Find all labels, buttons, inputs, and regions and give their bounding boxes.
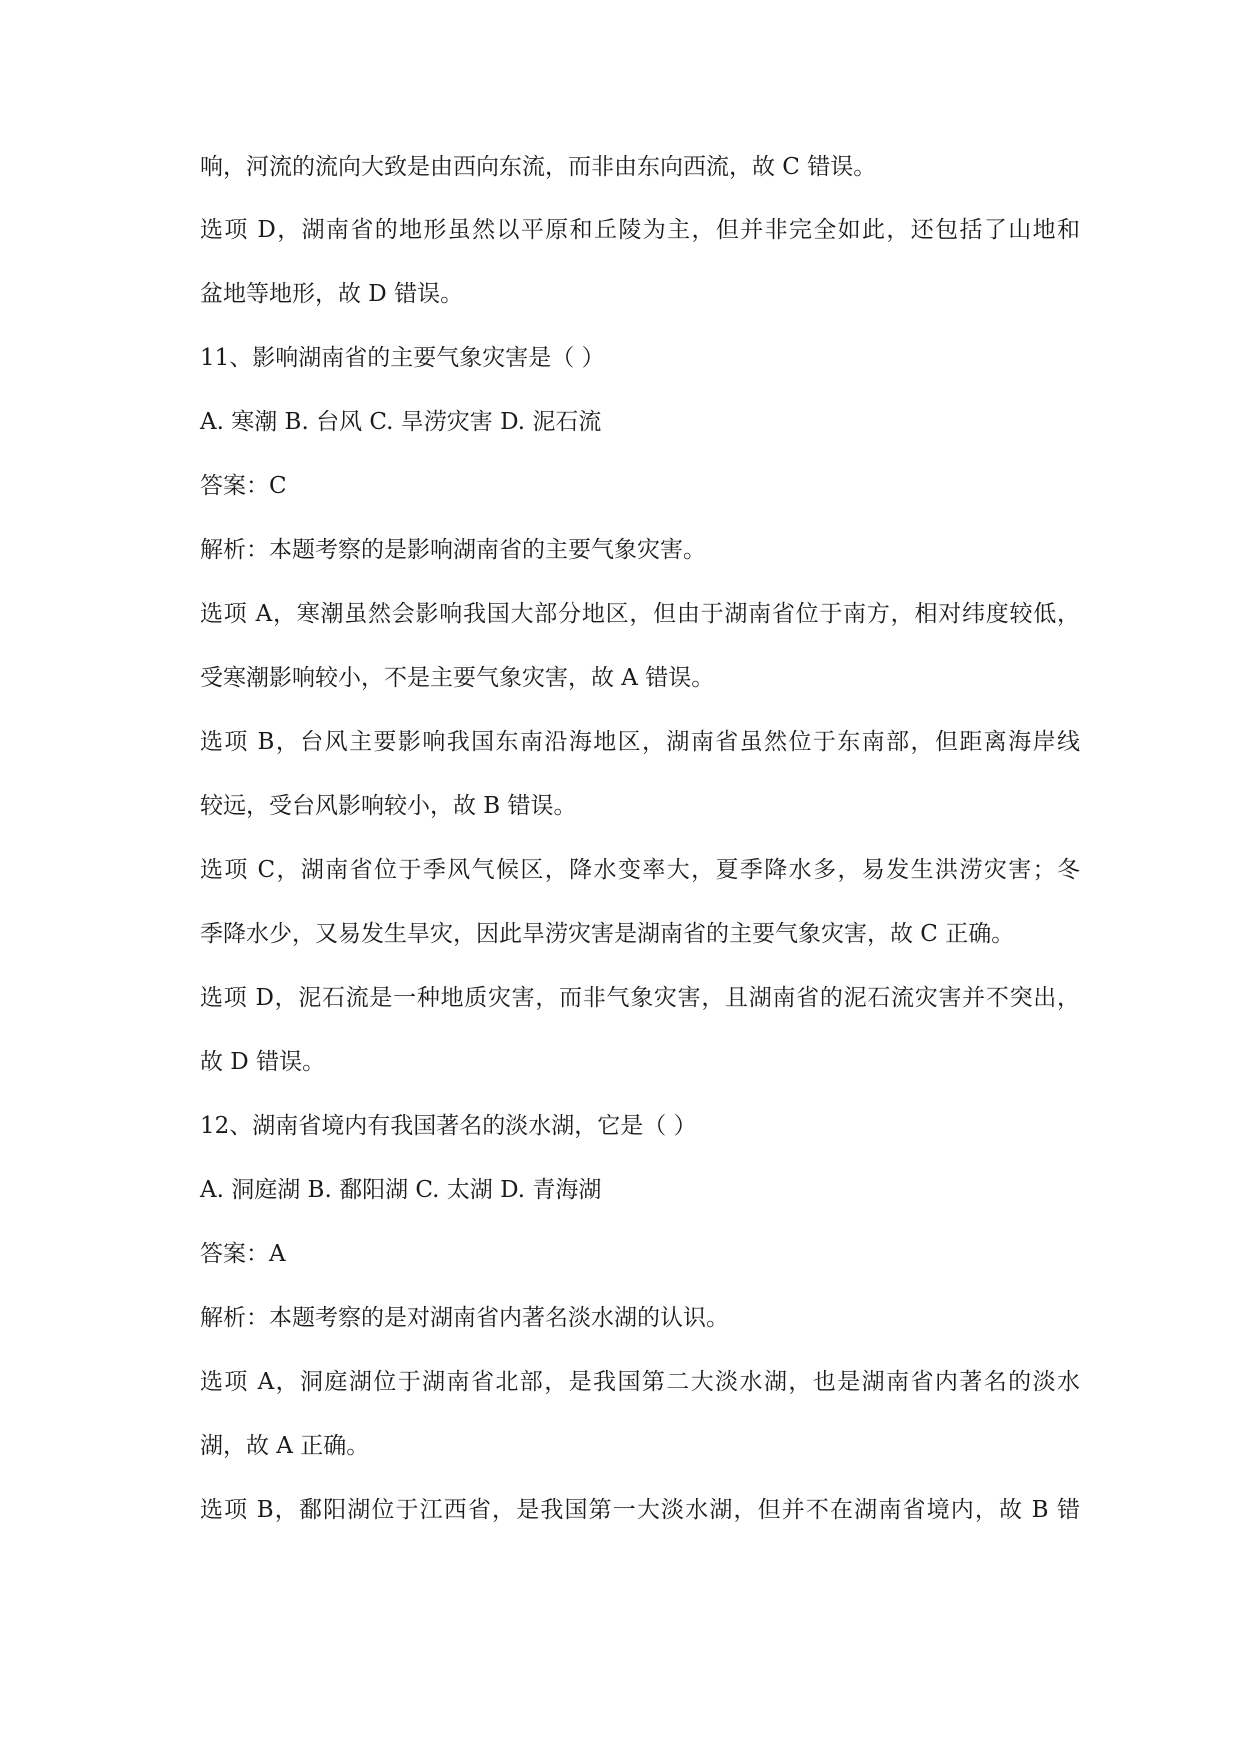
text-line: 季降水少，又易发生旱灾，因此旱涝灾害是湖南省的主要气象灾害，故 C 正确。 bbox=[200, 921, 1015, 947]
analysis-line: 解析：本题考察的是影响湖南省的主要气象灾害。 bbox=[200, 537, 706, 563]
question-title: 11、影响湖南省的主要气象灾害是（ ） bbox=[200, 345, 605, 371]
answer-line: 答案：A bbox=[200, 1241, 286, 1267]
answer-line: 答案：C bbox=[200, 473, 287, 499]
analysis-line: 解析：本题考察的是对湖南省内著名淡水湖的认识。 bbox=[200, 1305, 729, 1331]
text-line: 选项 D，泥石流是一种地质灾害，而非气象灾害，且湖南省的泥石流灾害并不突出， bbox=[200, 985, 1080, 1011]
text-line: 选项 A，洞庭湖位于湖南省北部，是我国第二大淡水湖，也是湖南省内著名的淡水 bbox=[200, 1369, 1080, 1395]
text-line: 选项 A，寒潮虽然会影响我国大部分地区，但由于湖南省位于南方，相对纬度较低， bbox=[200, 601, 1080, 627]
question-options: A. 洞庭湖 B. 鄱阳湖 C. 太湖 D. 青海湖 bbox=[200, 1177, 602, 1203]
text-line: 选项 B，台风主要影响我国东南沿海地区，湖南省虽然位于东南部，但距离海岸线 bbox=[200, 729, 1080, 755]
text-line: 盆地等地形，故 D 错误。 bbox=[200, 281, 464, 307]
text-line: 选项 C，湖南省位于季风气候区，降水变率大，夏季降水多，易发生洪涝灾害；冬 bbox=[200, 857, 1080, 883]
text-line: 选项 B，鄱阳湖位于江西省，是我国第一大淡水湖，但并不在湖南省境内，故 B 错 bbox=[200, 1497, 1080, 1523]
text-line: 受寒潮影响较小，不是主要气象灾害，故 A 错误。 bbox=[200, 665, 715, 691]
question-options: A. 寒潮 B. 台风 C. 旱涝灾害 D. 泥石流 bbox=[200, 409, 602, 435]
text-line: 响，河流的流向大致是由西向东流，而非由东向西流，故 C 错误。 bbox=[200, 154, 877, 180]
question-title: 12、湖南省境内有我国著名的淡水湖，它是（ ） bbox=[200, 1113, 697, 1139]
text-line: 故 D 错误。 bbox=[200, 1049, 326, 1075]
text-line: 湖，故 A 正确。 bbox=[200, 1433, 370, 1459]
text-line: 较远，受台风影响较小，故 B 错误。 bbox=[200, 793, 577, 819]
text-line: 选项 D，湖南省的地形虽然以平原和丘陵为主，但并非完全如此，还包括了山地和 bbox=[200, 217, 1080, 243]
